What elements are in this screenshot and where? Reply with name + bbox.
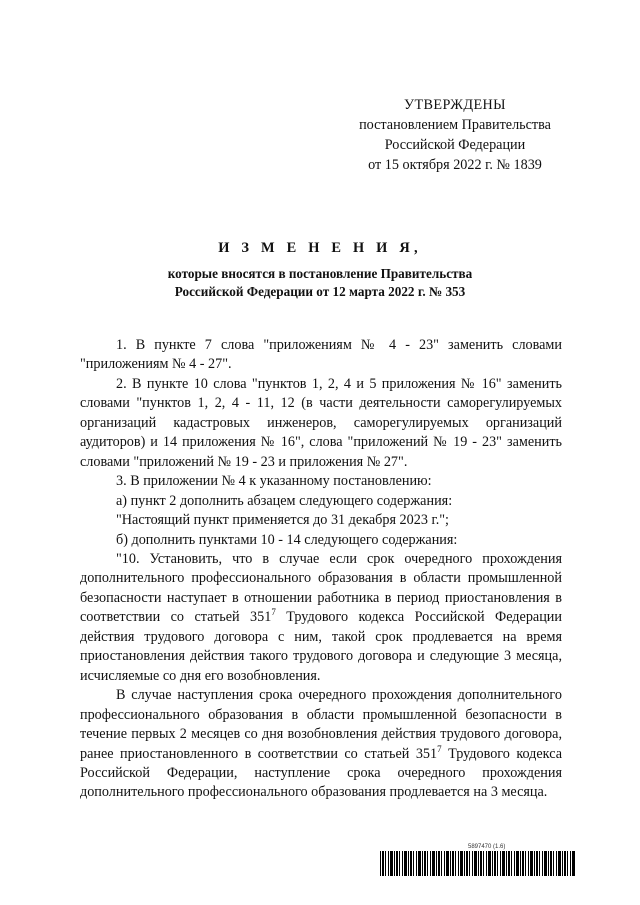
paragraph-8	[80, 686, 562, 803]
paragraph-6: б) дополнить пунктами 10 - 14 следующего содержания:	[116, 531, 458, 548]
paragraph-7	[80, 550, 562, 686]
paragraph-7-part-1: "10. Установить, что в случае если срок очередного прохождения дополнительного профессионального образования в области промышленной безопасности наступает в отношении работника в период приостановления в соответствии со статьей 351	[80, 550, 562, 626]
paragraph-8-part-1: В случае наступления срока очередного прохождения дополнительного профессионального образования в области промышленной безопасности в течение первых 2 месяцев со дня возобновления действия трудового договора, ранее приостановленного в соответствии со статьей 351	[80, 687, 562, 762]
barcode-image	[380, 851, 575, 876]
approval-line-1: постановлением Правительства	[359, 117, 551, 133]
paragraph-4: а) пункт 2 дополнить абзацем следующего содержания:	[116, 492, 453, 509]
document-body	[80, 336, 562, 803]
barcode-caption: 5897470 (1.6)	[468, 844, 506, 850]
approval-line-2: Российской Федерации	[384, 137, 526, 153]
approval-stamp	[340, 95, 570, 175]
subtitle-line-2: Российской Федерации от 12 марта 2022 г. № 353	[174, 284, 466, 299]
article-superscript: 7	[437, 743, 442, 754]
document-title: И З М Е Н Е Н И Я,	[218, 240, 422, 256]
approval-line-3: от 15 октября 2022 г. № 1839	[368, 157, 542, 173]
document-subtitle	[100, 265, 540, 301]
paragraph-8-part-2: Трудового кодекса Российской Федерации, наступление срока очередного прохождения дополнительного профессионального образования продлевается на 3 месяца.	[80, 745, 562, 801]
paragraph-7-part-2: Трудового кодекса Российской Федерации действия трудового договора с ним, такой срок продлевается на время приостановления действия такого трудового договора и следующие 3 месяца, исчисляемые со дня его возобновления.	[80, 609, 562, 684]
approval-heading: УТВЕРЖДЕНЫ	[404, 97, 506, 113]
paragraph-3: 3. В приложении № 4 к указанному постановлению:	[116, 473, 432, 490]
paragraph-1: 1. В пункте 7 слова "приложениям № 4 - 23" заменить словами "приложениям № 4 - 27".	[80, 337, 562, 373]
article-superscript: 7	[271, 607, 276, 618]
paragraph-2: 2. В пункте 10 слова "пунктов 1, 2, 4 и 5 приложения № 16" заменить словами "пунктов 1, 2, 4 - 11, 12 (в части деятельности саморегулируемых организаций кадастровых инженеров, саморегулируемых организаций аудиторов) и 14 приложения № 16", слова "приложений № 19 - 23" заменить словами "приложений № 19 - 23 и приложения № 27".	[80, 375, 562, 470]
barcode-block	[380, 843, 575, 876]
paragraph-5: "Настоящий пункт применяется до 31 декабря 2023 г.";	[116, 512, 449, 529]
subtitle-line-1: которые вносятся в постановление Правительства	[167, 266, 473, 281]
